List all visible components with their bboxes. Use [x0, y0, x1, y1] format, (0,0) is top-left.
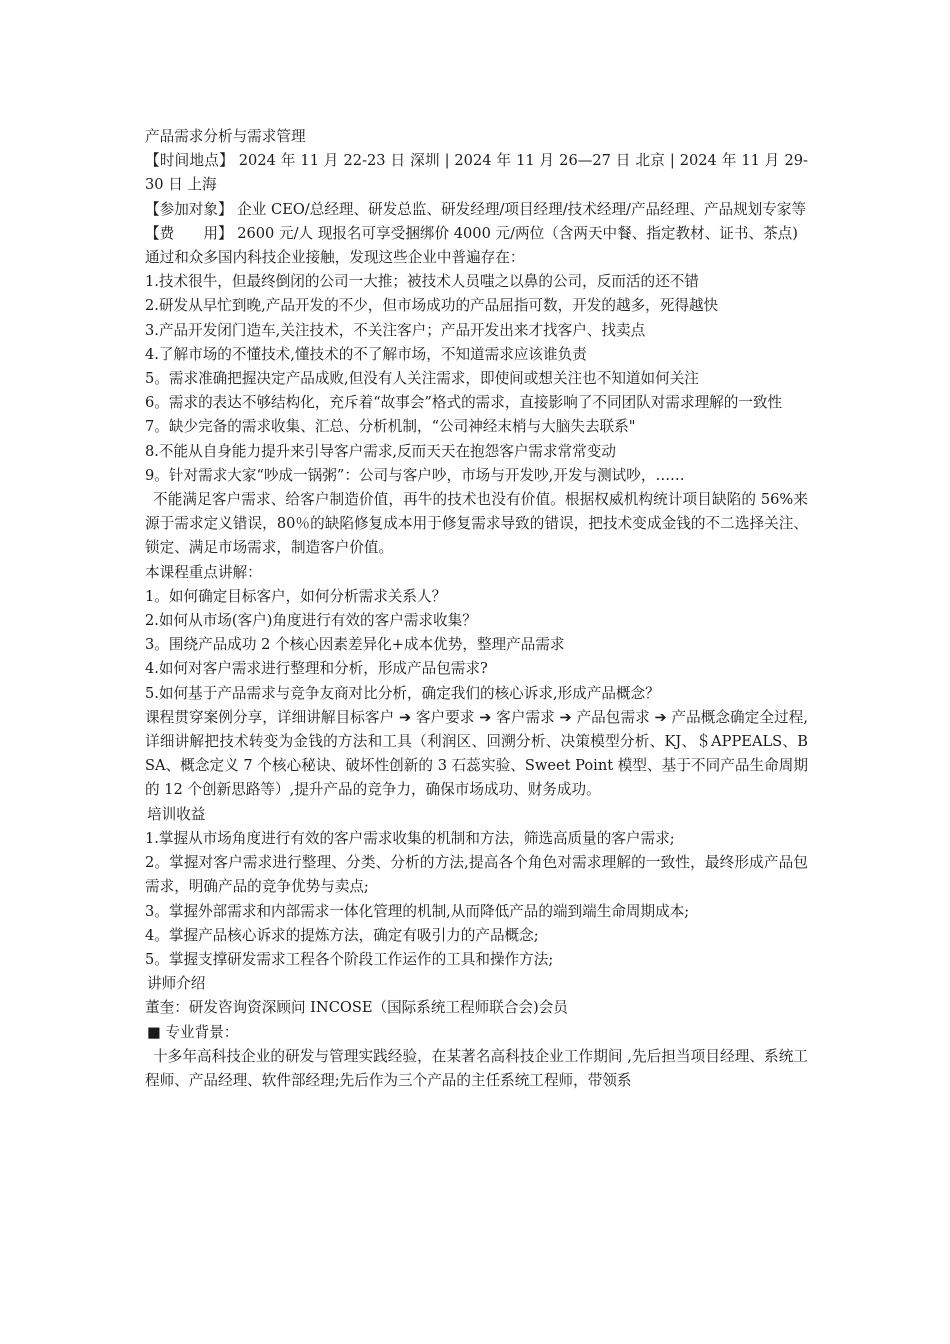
- focus-item: 2.如何从市场(客户)角度进行有效的客户需求收集？: [145, 612, 477, 630]
- problem-item: 9。针对需求大家“吵成一锅粥”：公司与客户吵，市场与开发吵,开发与测试吵，……: [145, 466, 685, 484]
- benefits-heading: 培训收益: [147, 805, 206, 823]
- document-title: 产品需求分析与需求管理: [145, 128, 306, 145]
- document-page: [145, 125, 808, 1093]
- problem-item: 7。缺少完备的需求收集、汇总、分析机制，“公司神经末梢与大脑失去联系": [145, 418, 636, 436]
- benefit-item: 5。掌握支撑研发需求工程各个阶段工作运作的工具和操作方法;: [145, 950, 554, 968]
- problem-item: 3.产品开发闭门造车,关注技术，不关注客户；产品开发出来才找客户、找卖点: [145, 321, 646, 339]
- problem-item: 6。需求的表达不够结构化，充斥着“故事会”格式的需求，直接影响了不同团队对需求理解的一致性: [145, 394, 783, 412]
- focus-item: 5.如何基于产品需求与竞争友商对比分析，确定我们的核心诉求,形成产品概念？: [145, 684, 660, 702]
- focus-item: 4.如何对客户需求进行整理和分析，形成产品包需求?: [145, 660, 488, 678]
- focus-heading: 本课程重点讲解：: [145, 563, 262, 581]
- benefit-item: 4。掌握产品核心诉求的提炼方法，确定有吸引力的产品概念;: [145, 926, 539, 944]
- focus-item: 3。围绕产品成功 2 个核心因素差异化+成本优势，整理产品需求: [145, 636, 565, 654]
- background-heading: ■ 专业背景：: [147, 1023, 239, 1041]
- problem-item: 2.研发从早忙到晚,产品开发的不少，但市场成功的产品屈指可数，开发的越多，死得越快: [145, 297, 719, 315]
- course-description: 课程贯穿案例分享，详细讲解目标客户 ➔ 客户要求 ➔ 客户需求 ➔ 产品包需求 ➔ 产品概念确定全过程,详细讲解把技术转变为金钱的方法和工具（利润区、回溯分析、决策模型分析、KJ、＄APPEALS、BSA、概念定义 7 个核心秘诀、破坏性创新的 3 石蕊实验、Sweet Point 模型、基于不同产品生命周期的 12 个创新思路等）,提升产品的竞争力，确保市场成功、财务成功。: [145, 708, 808, 799]
- info-audience: 【参加对象】 企业 CEO/总经理、研发总监、研发经理/项目经理/技术经理/产品经理、产品规划专家等: [145, 200, 807, 218]
- lecturer-name: 董奎：研发咨询资深顾问 INCOSE（国际系统工程师联合会)会员: [145, 999, 568, 1017]
- problem-list: [145, 270, 808, 488]
- intro-paragraph: 通过和众多国内科技企业接触，发现这些企业中普遍存在：: [145, 249, 525, 267]
- benefits-list: [145, 827, 808, 972]
- summary-paragraph: 不能满足客户需求、给客户制造价值，再牛的技术也没有价值。根据权威机构统计项目缺陷的 56%来源于需求定义错误，80％的缺陷修复成本用于修复需求导致的错误，把技术变成金钱的不二选择关注、锁定、满足市场需求，制造客户价值。: [145, 491, 808, 557]
- problem-item: 8.不能从自身能力提升来引导客户需求,反而天天在抱怨客户需求常常变动: [145, 442, 616, 460]
- focus-item: 1。如何确定目标客户，如何分析需求关系人？: [145, 587, 447, 605]
- problem-item: 4.了解市场的不懂技术,懂技术的不了解市场，不知道需求应该谁负责: [145, 345, 587, 363]
- lecturer-heading: 讲师介绍: [147, 975, 206, 993]
- benefit-item: 1.掌握从市场角度进行有效的客户需求收集的机制和方法，筛选高质量的客户需求;: [145, 829, 675, 847]
- info-fee: 【费 用】 2600 元/人 现报名可享受捆绑价 4000 元/两位（含两天中餐、指定教材、证书、茶点): [145, 224, 798, 242]
- benefit-item: 3。掌握外部需求和内部需求一体化管理的机制,从而降低产品的端到端生命周期成本;: [145, 902, 690, 920]
- problem-item: 1.技术很牛，但最终倒闭的公司一大推；被技术人员嗤之以鼻的公司，反而活的还不错: [145, 273, 699, 291]
- info-time-place: 【时间地点】 2024 年 11 月 22-23 日 深圳 | 2024 年 11 月 26—27 日 北京 | 2024 年 11 月 29-30 日 上海: [145, 152, 808, 194]
- benefit-item: 2。掌握对客户需求进行整理、分类、分析的方法,提高各个角色对需求理解的一致性，最终形成产品包需求，明确产品的竞争优势与卖点;: [145, 854, 808, 896]
- background-paragraph: 十多年高科技企业的研发与管理实践经验，在某著名高科技企业工作期间 ,先后担当项目经理、系统工程师、产品经理、软件部经理;先后作为三个产品的主任系统工程师，带领系: [145, 1047, 808, 1089]
- focus-list: [145, 585, 808, 706]
- problem-item: 5。需求准确把握决定产品成败,但没有人关注需求，即使间或想关注也不知道如何关注: [145, 370, 699, 388]
